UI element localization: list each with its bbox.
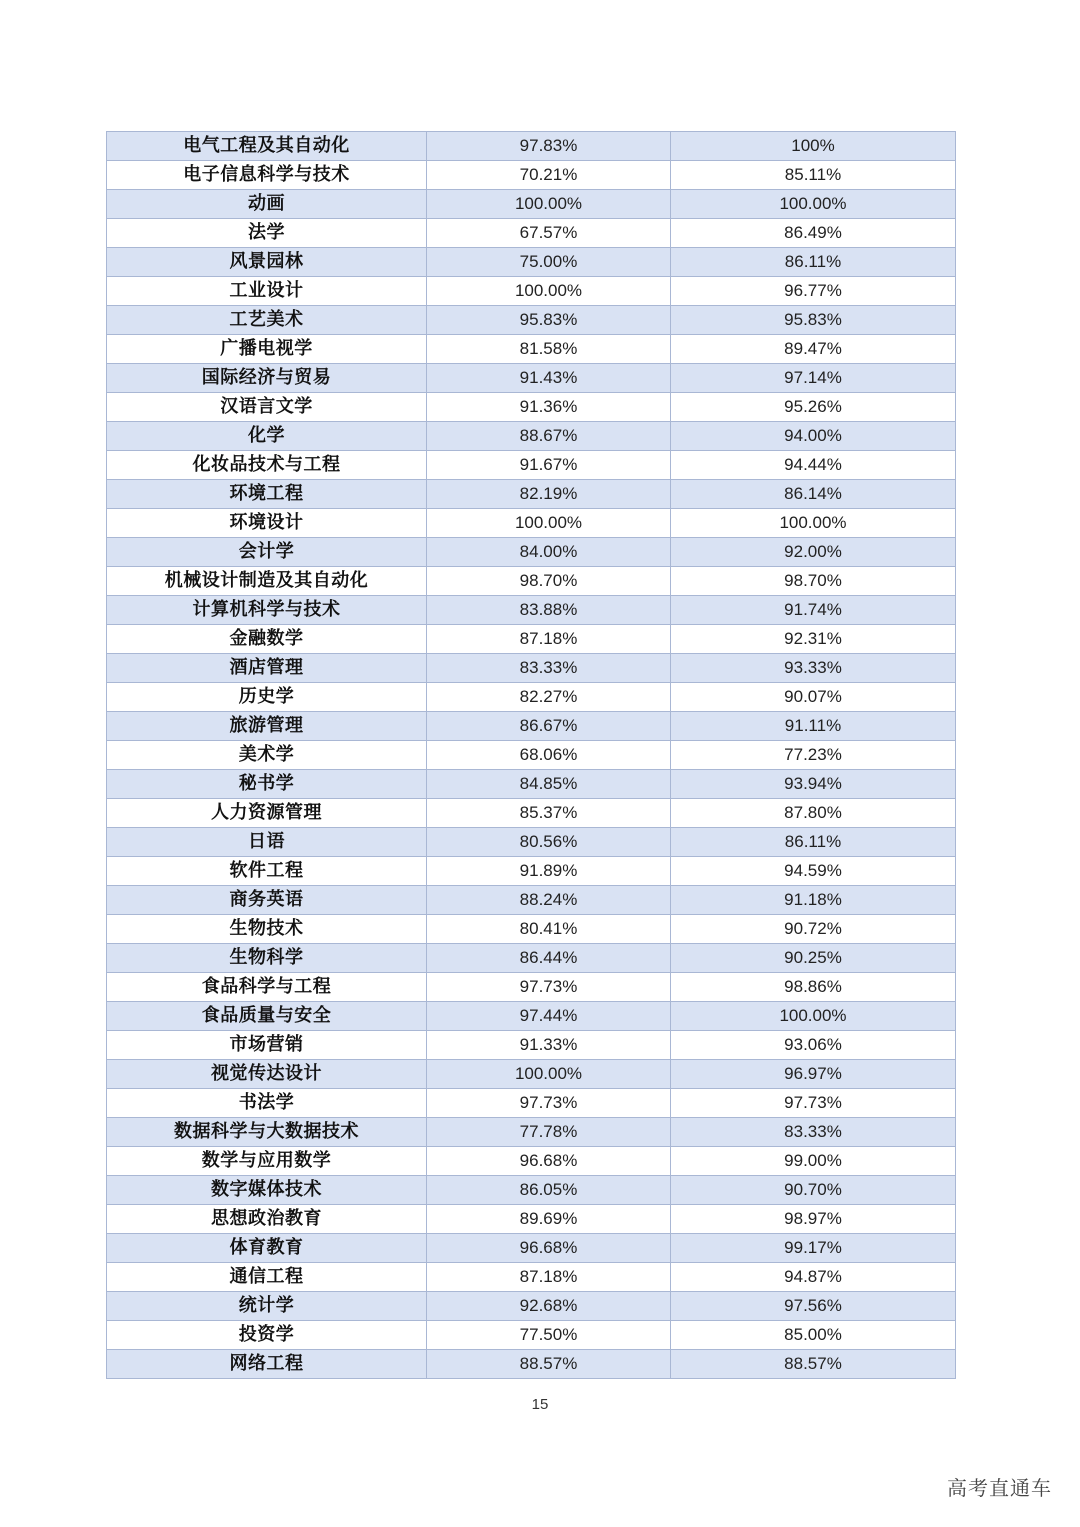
rate-2-cell: 95.83% (671, 306, 956, 335)
rate-1-cell: 81.58% (427, 335, 671, 364)
rate-2-cell: 85.11% (671, 161, 956, 190)
rate-2-cell: 86.14% (671, 480, 956, 509)
rate-2-cell: 93.06% (671, 1031, 956, 1060)
major-name-cell: 计算机科学与技术 (107, 596, 427, 625)
rate-1-cell: 96.68% (427, 1147, 671, 1176)
rate-1-cell: 95.83% (427, 306, 671, 335)
major-name-cell: 电子信息科学与技术 (107, 161, 427, 190)
rate-1-cell: 97.44% (427, 1002, 671, 1031)
major-name-cell: 化学 (107, 422, 427, 451)
table-row (107, 625, 956, 654)
rate-1-cell: 88.57% (427, 1350, 671, 1379)
table-row (107, 973, 956, 1002)
major-name-cell: 历史学 (107, 683, 427, 712)
major-name-cell: 美术学 (107, 741, 427, 770)
table-row (107, 596, 956, 625)
rate-1-cell: 83.33% (427, 654, 671, 683)
major-name-cell: 数学与应用数学 (107, 1147, 427, 1176)
table-row (107, 132, 956, 161)
table-row (107, 1321, 956, 1350)
major-name-cell: 法学 (107, 219, 427, 248)
table-row (107, 451, 956, 480)
rate-2-cell: 88.57% (671, 1350, 956, 1379)
rate-2-cell: 91.74% (671, 596, 956, 625)
rate-1-cell: 84.85% (427, 770, 671, 799)
major-name-cell: 数字媒体技术 (107, 1176, 427, 1205)
rate-2-cell: 93.33% (671, 654, 956, 683)
major-name-cell: 环境设计 (107, 509, 427, 538)
rate-2-cell: 93.94% (671, 770, 956, 799)
table-row (107, 1089, 956, 1118)
rate-2-cell: 86.11% (671, 828, 956, 857)
table-row (107, 712, 956, 741)
table-row (107, 422, 956, 451)
table-row (107, 190, 956, 219)
rate-1-cell: 87.18% (427, 1263, 671, 1292)
rate-2-cell: 90.25% (671, 944, 956, 973)
major-name-cell: 商务英语 (107, 886, 427, 915)
rate-2-cell: 94.87% (671, 1263, 956, 1292)
table-row (107, 393, 956, 422)
major-name-cell: 风景园林 (107, 248, 427, 277)
table-row (107, 1002, 956, 1031)
table-row (107, 1147, 956, 1176)
rate-2-cell: 97.73% (671, 1089, 956, 1118)
major-name-cell: 投资学 (107, 1321, 427, 1350)
page-number: 15 (531, 1396, 549, 1413)
rate-2-cell: 100% (671, 132, 956, 161)
table-row (107, 1118, 956, 1147)
table-row (107, 741, 956, 770)
table-row (107, 770, 956, 799)
rate-1-cell: 97.73% (427, 1089, 671, 1118)
rate-1-cell: 92.68% (427, 1292, 671, 1321)
rate-2-cell: 87.80% (671, 799, 956, 828)
table-row (107, 1060, 956, 1089)
major-name-cell: 市场营销 (107, 1031, 427, 1060)
rate-2-cell: 91.11% (671, 712, 956, 741)
rate-1-cell: 89.69% (427, 1205, 671, 1234)
rate-2-cell: 97.56% (671, 1292, 956, 1321)
rate-2-cell: 90.72% (671, 915, 956, 944)
rate-2-cell: 92.00% (671, 538, 956, 567)
rate-1-cell: 100.00% (427, 509, 671, 538)
rate-1-cell: 86.44% (427, 944, 671, 973)
rate-1-cell: 96.68% (427, 1234, 671, 1263)
table-row (107, 1234, 956, 1263)
table-row (107, 683, 956, 712)
rate-2-cell: 86.49% (671, 219, 956, 248)
rate-1-cell: 67.57% (427, 219, 671, 248)
rate-2-cell: 100.00% (671, 190, 956, 219)
table-row (107, 1205, 956, 1234)
rate-1-cell: 100.00% (427, 1060, 671, 1089)
major-name-cell: 人力资源管理 (107, 799, 427, 828)
major-name-cell: 网络工程 (107, 1350, 427, 1379)
rate-1-cell: 86.67% (427, 712, 671, 741)
data-table (106, 131, 956, 1379)
major-name-cell: 书法学 (107, 1089, 427, 1118)
rate-1-cell: 82.27% (427, 683, 671, 712)
table-row (107, 1176, 956, 1205)
rate-2-cell: 99.00% (671, 1147, 956, 1176)
rate-1-cell: 97.73% (427, 973, 671, 1002)
rate-2-cell: 94.59% (671, 857, 956, 886)
major-name-cell: 视觉传达设计 (107, 1060, 427, 1089)
major-name-cell: 思想政治教育 (107, 1205, 427, 1234)
table-row (107, 538, 956, 567)
major-name-cell: 国际经济与贸易 (107, 364, 427, 393)
table-row (107, 480, 956, 509)
rate-2-cell: 95.26% (671, 393, 956, 422)
major-name-cell: 广播电视学 (107, 335, 427, 364)
major-name-cell: 生物科学 (107, 944, 427, 973)
rate-1-cell: 91.43% (427, 364, 671, 393)
rate-1-cell: 83.88% (427, 596, 671, 625)
rate-2-cell: 91.18% (671, 886, 956, 915)
rate-1-cell: 87.18% (427, 625, 671, 654)
rate-2-cell: 99.17% (671, 1234, 956, 1263)
table-row (107, 944, 956, 973)
rate-2-cell: 96.97% (671, 1060, 956, 1089)
major-name-cell: 机械设计制造及其自动化 (107, 567, 427, 596)
major-name-cell: 金融数学 (107, 625, 427, 654)
major-name-cell: 工艺美术 (107, 306, 427, 335)
employment-rate-table (106, 131, 955, 1379)
table-row (107, 857, 956, 886)
rate-1-cell: 100.00% (427, 277, 671, 306)
major-name-cell: 食品科学与工程 (107, 973, 427, 1002)
rate-1-cell: 77.78% (427, 1118, 671, 1147)
rate-1-cell: 75.00% (427, 248, 671, 277)
table-body (107, 132, 956, 1379)
rate-1-cell: 88.67% (427, 422, 671, 451)
rate-2-cell: 85.00% (671, 1321, 956, 1350)
table-row (107, 306, 956, 335)
rate-1-cell: 91.89% (427, 857, 671, 886)
rate-2-cell: 98.70% (671, 567, 956, 596)
rate-1-cell: 84.00% (427, 538, 671, 567)
rate-2-cell: 94.44% (671, 451, 956, 480)
rate-2-cell: 90.07% (671, 683, 956, 712)
major-name-cell: 动画 (107, 190, 427, 219)
table-row (107, 219, 956, 248)
rate-2-cell: 100.00% (671, 1002, 956, 1031)
rate-1-cell: 100.00% (427, 190, 671, 219)
rate-1-cell: 86.05% (427, 1176, 671, 1205)
rate-2-cell: 77.23% (671, 741, 956, 770)
rate-2-cell: 92.31% (671, 625, 956, 654)
table-row (107, 915, 956, 944)
major-name-cell: 酒店管理 (107, 654, 427, 683)
major-name-cell: 秘书学 (107, 770, 427, 799)
major-name-cell: 化妆品技术与工程 (107, 451, 427, 480)
rate-1-cell: 82.19% (427, 480, 671, 509)
major-name-cell: 会计学 (107, 538, 427, 567)
table-row (107, 161, 956, 190)
rate-1-cell: 68.06% (427, 741, 671, 770)
major-name-cell: 电气工程及其自动化 (107, 132, 427, 161)
major-name-cell: 通信工程 (107, 1263, 427, 1292)
rate-2-cell: 98.97% (671, 1205, 956, 1234)
table-row (107, 1350, 956, 1379)
rate-1-cell: 77.50% (427, 1321, 671, 1350)
major-name-cell: 软件工程 (107, 857, 427, 886)
major-name-cell: 工业设计 (107, 277, 427, 306)
rate-2-cell: 83.33% (671, 1118, 956, 1147)
major-name-cell: 统计学 (107, 1292, 427, 1321)
table-row (107, 509, 956, 538)
rate-1-cell: 91.36% (427, 393, 671, 422)
watermark: 高考直通车 (947, 1476, 1052, 1500)
table-row (107, 828, 956, 857)
rate-2-cell: 97.14% (671, 364, 956, 393)
table-row (107, 364, 956, 393)
rate-1-cell: 91.33% (427, 1031, 671, 1060)
rate-1-cell: 80.56% (427, 828, 671, 857)
major-name-cell: 生物技术 (107, 915, 427, 944)
rate-1-cell: 70.21% (427, 161, 671, 190)
rate-2-cell: 96.77% (671, 277, 956, 306)
table-row (107, 886, 956, 915)
rate-1-cell: 88.24% (427, 886, 671, 915)
table-row (107, 335, 956, 364)
rate-2-cell: 90.70% (671, 1176, 956, 1205)
table-row (107, 799, 956, 828)
major-name-cell: 旅游管理 (107, 712, 427, 741)
rate-2-cell: 94.00% (671, 422, 956, 451)
rate-1-cell: 98.70% (427, 567, 671, 596)
rate-2-cell: 89.47% (671, 335, 956, 364)
table-row (107, 1263, 956, 1292)
table-row (107, 277, 956, 306)
rate-1-cell: 97.83% (427, 132, 671, 161)
rate-2-cell: 100.00% (671, 509, 956, 538)
major-name-cell: 汉语言文学 (107, 393, 427, 422)
rate-1-cell: 91.67% (427, 451, 671, 480)
major-name-cell: 环境工程 (107, 480, 427, 509)
table-row (107, 654, 956, 683)
table-row (107, 1292, 956, 1321)
major-name-cell: 食品质量与安全 (107, 1002, 427, 1031)
rate-2-cell: 86.11% (671, 248, 956, 277)
rate-1-cell: 80.41% (427, 915, 671, 944)
major-name-cell: 数据科学与大数据技术 (107, 1118, 427, 1147)
major-name-cell: 日语 (107, 828, 427, 857)
table-row (107, 248, 956, 277)
rate-1-cell: 85.37% (427, 799, 671, 828)
rate-2-cell: 98.86% (671, 973, 956, 1002)
major-name-cell: 体育教育 (107, 1234, 427, 1263)
table-row (107, 567, 956, 596)
table-row (107, 1031, 956, 1060)
